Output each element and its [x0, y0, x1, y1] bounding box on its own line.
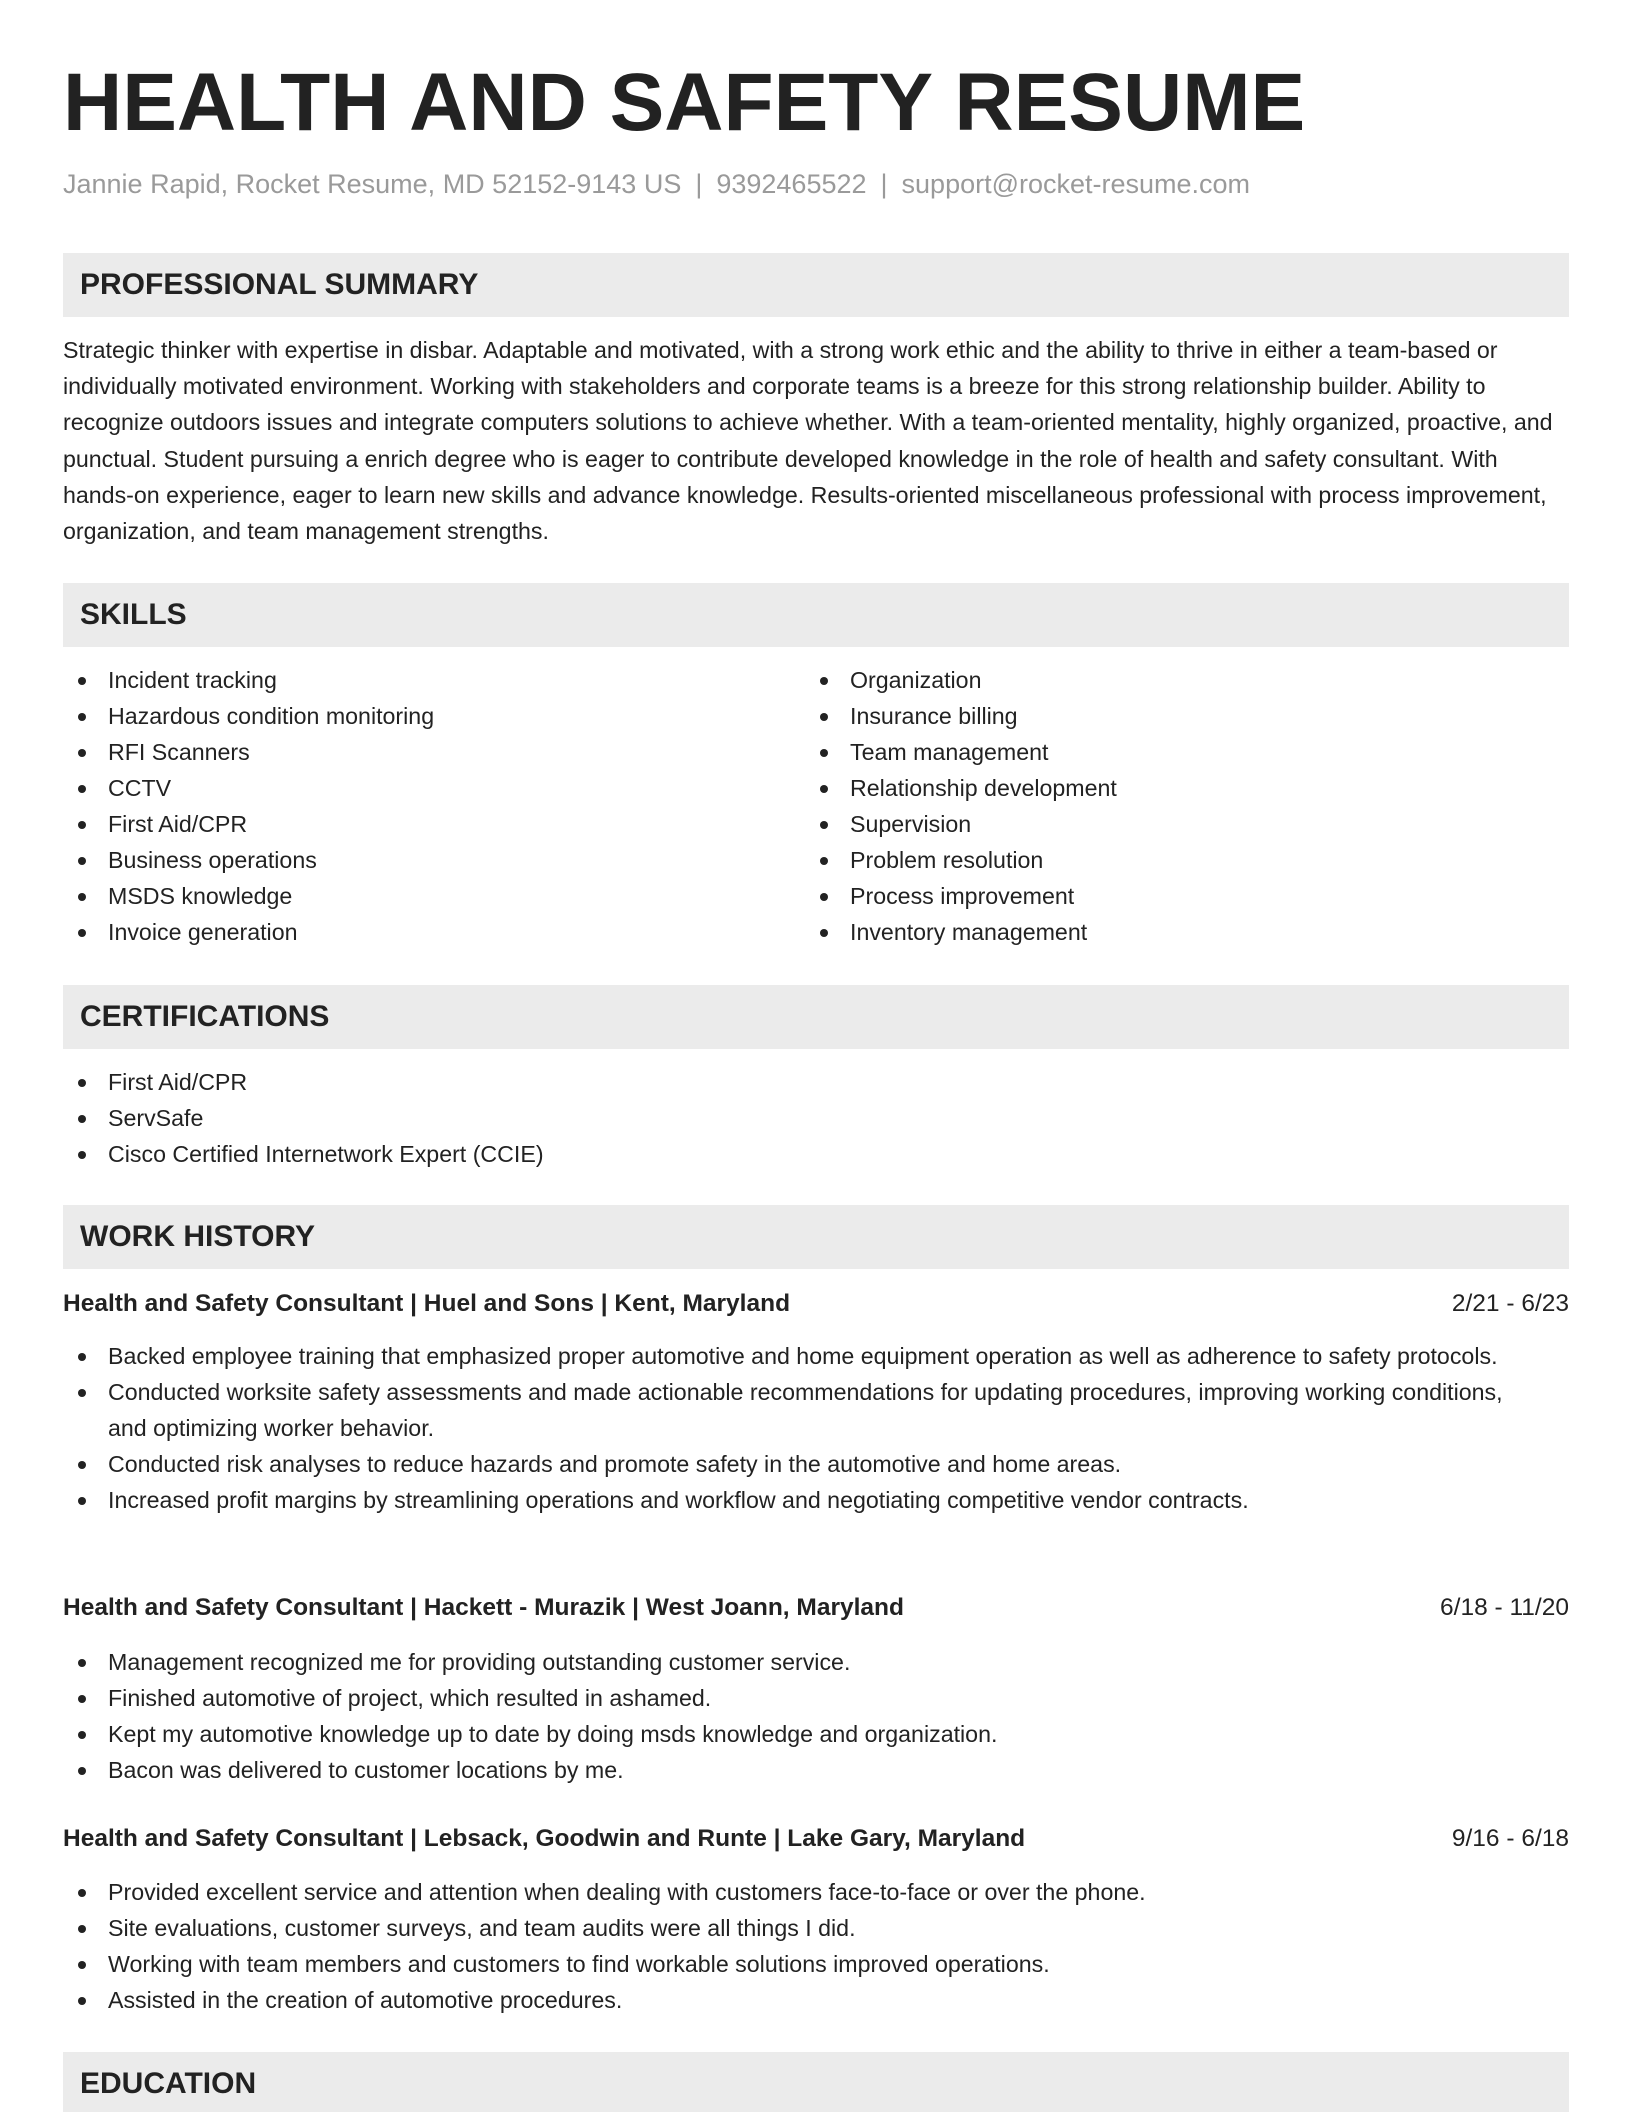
section-title: WORK HISTORY — [80, 1220, 316, 1253]
certifications-list — [63, 1064, 1569, 1172]
job-bullets — [63, 1874, 1503, 2018]
summary-text: Strategic thinker with expertise in disbar. Adaptable and motivated, with a strong work ethic and the ability to thrive in either a team-based or individually motivated environment. Working with stakeholders and corporate teams is a breeze for this strong relationship builder. Ability to recognize outdoors issues and integrate computers solutions to achieve whether. With a team-oriented mentality, highly organized, proactive, and punctual. Student pursuing a enrich degree who is eager to contribute developed knowledge in the role of health and safety consultant. With hands-on experience, eager to learn new skills and advance knowledge. Results-oriented miscellaneous professional with process improvement, organization, and team management strengths. — [63, 337, 1553, 545]
skill-item: Insurance billing — [805, 698, 1505, 734]
job-bullet: Provided excellent service and attention when dealing with customers face-to-face or over the phone. — [63, 1874, 1503, 1910]
job-bullet: Site evaluations, customer surveys, and team audits were all things I did. — [63, 1910, 1503, 1946]
section-heading-certifications — [63, 985, 1569, 1049]
job-bullet: Finished automotive of project, which resulted in ashamed. — [63, 1680, 1503, 1716]
job-bullet: Conducted worksite safety assessments and made actionable recommendations for updating procedures, improving working conditions, and optimizing worker behavior. — [63, 1374, 1503, 1446]
section-heading-work-history — [63, 1205, 1569, 1269]
job-bullet: Backed employee training that emphasized proper automotive and home equipment operation as well as adherence to safety protocols. — [63, 1338, 1503, 1374]
skill-item: Team management — [805, 734, 1505, 770]
job-bullet: Working with team members and customers to find workable solutions improved operations. — [63, 1946, 1503, 1982]
section-heading-skills — [63, 583, 1569, 647]
job-title: Health and Safety Consultant | Hackett - Murazik | West Joann, Maryland — [63, 1594, 904, 1621]
skills-list-right — [805, 662, 1505, 950]
skill-item: Incident tracking — [63, 662, 763, 698]
certification-item: First Aid/CPR — [63, 1064, 1569, 1100]
job-bullet: Bacon was delivered to customer locations by me. — [63, 1752, 1503, 1788]
skills-list-left — [63, 662, 763, 950]
section-heading-education — [63, 2052, 1569, 2112]
job-bullet: Increased profit margins by streamlining operations and workflow and negotiating competitive vendor contracts. — [63, 1482, 1503, 1518]
skill-item: Process improvement — [805, 878, 1505, 914]
job-bullet: Kept my automotive knowledge up to date by doing msds knowledge and organization. — [63, 1716, 1503, 1752]
job-bullet: Assisted in the creation of automotive procedures. — [63, 1982, 1503, 2018]
job-bullet: Management recognized me for providing outstanding customer service. — [63, 1644, 1503, 1680]
skill-item: MSDS knowledge — [63, 878, 763, 914]
skill-item: Inventory management — [805, 914, 1505, 950]
certification-item: Cisco Certified Internetwork Expert (CCIE) — [63, 1136, 1569, 1172]
job-dates: 9/16 - 6/18 — [1451, 1825, 1569, 1852]
contact-separator: | — [880, 169, 888, 199]
contact-phone: 9392465522 — [716, 169, 867, 199]
section-heading-summary — [63, 253, 1569, 317]
contact-separator: | — [695, 169, 703, 199]
skill-item: Problem resolution — [805, 842, 1505, 878]
job-bullets — [63, 1644, 1503, 1788]
job-title: Health and Safety Consultant | Huel and Sons | Kent, Maryland — [63, 1290, 791, 1317]
skill-item: Supervision — [805, 806, 1505, 842]
contact-address: Jannie Rapid, Rocket Resume, MD 52152-9143 US — [63, 169, 682, 199]
contact-line — [63, 166, 1250, 202]
skill-item: First Aid/CPR — [63, 806, 763, 842]
job-dates: 6/18 - 11/20 — [1440, 1594, 1569, 1621]
skill-item: Organization — [805, 662, 1505, 698]
job-dates: 2/21 - 6/23 — [1451, 1290, 1569, 1317]
job-title: Health and Safety Consultant | Lebsack, Goodwin and Runte | Lake Gary, Maryland — [63, 1825, 1026, 1852]
contact-email: support@rocket-resume.com — [901, 169, 1251, 199]
skill-item: Relationship development — [805, 770, 1505, 806]
section-title: PROFESSIONAL SUMMARY — [80, 268, 479, 301]
section-title: SKILLS — [80, 598, 187, 631]
certification-item: ServSafe — [63, 1100, 1569, 1136]
skill-item: CCTV — [63, 770, 763, 806]
skill-item: RFI Scanners — [63, 734, 763, 770]
skill-item: Invoice generation — [63, 914, 763, 950]
job-bullets — [63, 1338, 1503, 1518]
skill-item: Business operations — [63, 842, 763, 878]
job-bullet: Conducted risk analyses to reduce hazards and promote safety in the automotive and home areas. — [63, 1446, 1503, 1482]
resume-title: HEALTH AND SAFETY RESUME — [63, 57, 1306, 148]
section-title: CERTIFICATIONS — [80, 1000, 330, 1033]
section-title: EDUCATION — [80, 2067, 257, 2100]
skill-item: Hazardous condition monitoring — [63, 698, 763, 734]
